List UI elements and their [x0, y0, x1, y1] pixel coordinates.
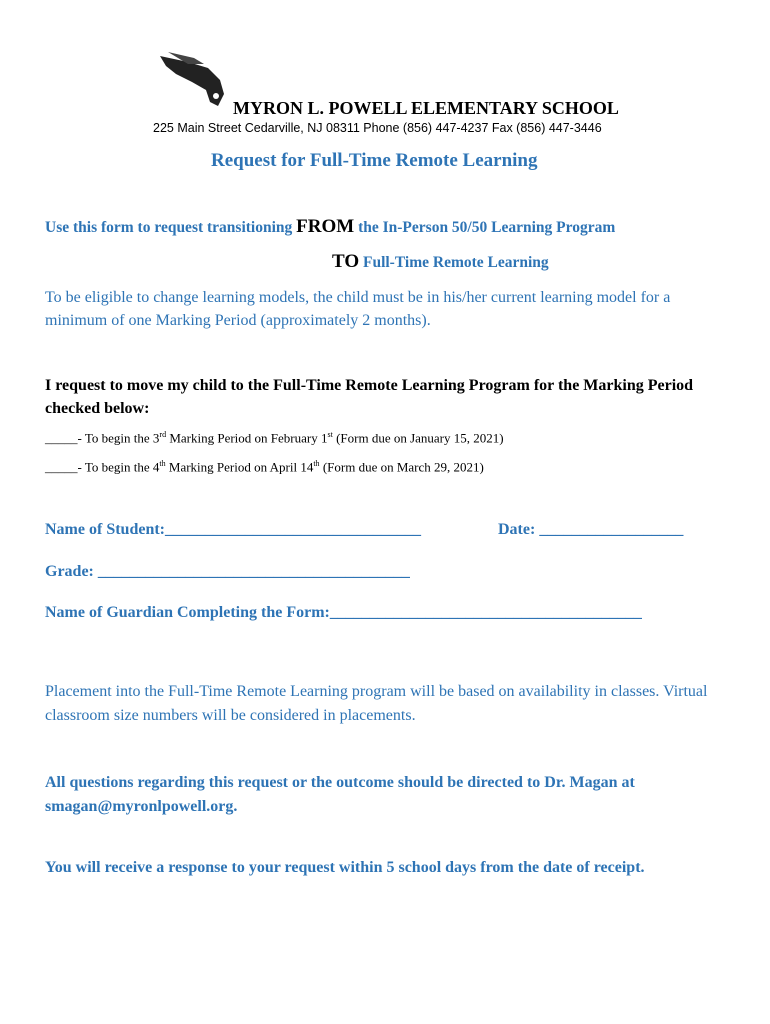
request-statement: I request to move my child to the Full-Time Remote Learning Program for the Marking Period checked below:	[45, 377, 694, 417]
intro-line-2	[332, 251, 549, 273]
superscript: st	[327, 430, 333, 439]
placement-note: Placement into the Full-Time Remote Learning program will be based on availability in classes. Virtual classroom size numbers will be considered in placements.	[45, 683, 708, 724]
guardian-name-field[interactable]: Name of Guardian Completing the Form:_______________________________________	[45, 604, 642, 621]
response-note: You will receive a response to your request within 5 school days from the date of receipt.	[45, 859, 645, 876]
intro-program: the In-Person 50/50 Learning Program	[354, 219, 616, 236]
superscript: th	[313, 459, 320, 468]
questions-note: All questions regarding this request or the outcome should be directed to Dr. Magan at smagan@myronlpowell.org.	[45, 774, 635, 815]
option-due: (Form due on March 29, 2021)	[319, 459, 484, 475]
grade-field[interactable]: Grade: _______________________________________	[45, 563, 410, 580]
school-address: 225 Main Street Cedarville, NJ 08311 Phone (856) 447-4237 Fax (856) 447-3446	[153, 121, 602, 135]
option-marking-period-3[interactable]	[45, 430, 504, 446]
form-title: Request for Full-Time Remote Learning	[211, 150, 538, 171]
student-name-field[interactable]: Name of Student:________________________________	[45, 521, 421, 538]
school-name: MYRON L. POWELL ELEMENTARY SCHOOL	[233, 98, 619, 118]
option-text: - To begin the 4	[77, 459, 160, 475]
intro-to: TO	[332, 251, 360, 272]
check-blank[interactable]: _____	[45, 430, 78, 446]
intro-line-1	[45, 216, 615, 238]
option-text: Marking Period on April 14	[165, 459, 314, 475]
superscript: rd	[159, 430, 167, 439]
intro-text: Use this form to request transitioning	[45, 219, 297, 236]
eagle-logo-icon	[158, 50, 228, 110]
intro-from: FROM	[296, 216, 355, 237]
option-text: Marking Period on February 1	[166, 430, 328, 446]
intro-target: Full-Time Remote Learning	[359, 254, 549, 271]
option-due: (Form due on January 15, 2021)	[332, 430, 504, 446]
check-blank[interactable]: _____	[45, 459, 78, 475]
option-text: - To begin the 3	[77, 430, 160, 446]
date-field[interactable]: Date: __________________	[498, 521, 684, 538]
eligibility-text: To be eligible to change learning models, the child must be in his/her current learning model for a minimum of one Marking Period (approximately 2 months).	[45, 289, 671, 329]
superscript: th	[159, 459, 166, 468]
option-marking-period-4[interactable]	[45, 459, 484, 475]
